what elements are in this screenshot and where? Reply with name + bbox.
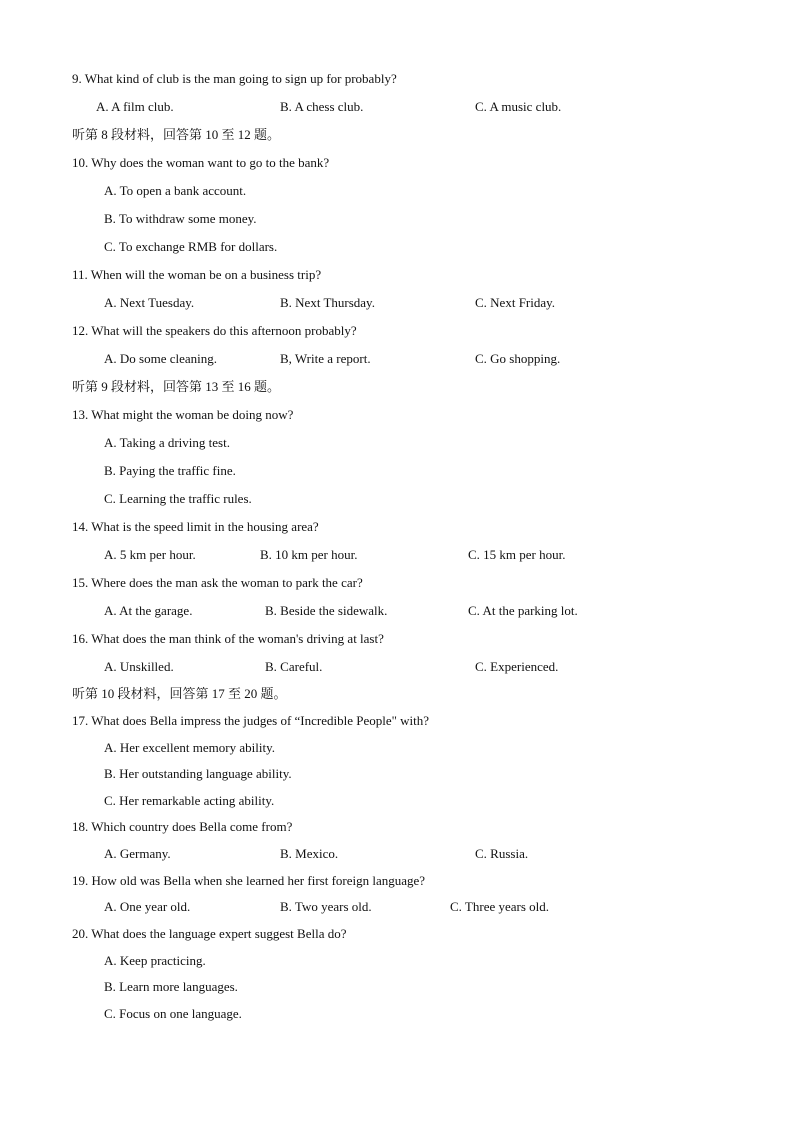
- q11-option-b: B. Next Thursday.: [280, 295, 375, 310]
- question-11: 11. When will the woman be on a business trip?: [72, 267, 322, 282]
- question-20: 20. What does the language expert suggest Bella do?: [72, 926, 347, 941]
- q10-option-a: A. To open a bank account.: [104, 183, 247, 198]
- q13-option-c: C. Learning the traffic rules.: [104, 491, 252, 506]
- q13-option-a: A. Taking a driving test.: [104, 435, 230, 450]
- q10-option-b: B. To withdraw some money.: [104, 211, 257, 226]
- q19-option-a: A. One year old.: [104, 899, 191, 914]
- q15-option-b: B. Beside the sidewalk.: [265, 603, 388, 618]
- question-15: 15. Where does the man ask the woman to park the car?: [72, 575, 363, 590]
- q20-option-c: C. Focus on one language.: [104, 1006, 242, 1021]
- q14-option-c: C. 15 km per hour.: [468, 547, 566, 562]
- q13-option-b: B. Paying the traffic fine.: [104, 463, 236, 478]
- question-16: 16. What does the man think of the woman's driving at last?: [72, 631, 384, 646]
- q12-option-b: B, Write a report.: [280, 351, 371, 366]
- question-13: 13. What might the woman be doing now?: [72, 407, 294, 422]
- q9-option-c: C. A music club.: [475, 99, 562, 114]
- q9-option-a: A. A film club.: [96, 99, 174, 114]
- q16-option-a: A. Unskilled.: [104, 659, 174, 674]
- question-18: 18. Which country does Bella come from?: [72, 819, 293, 834]
- q18-option-c: C. Russia.: [475, 846, 529, 861]
- q19-option-b: B. Two years old.: [280, 899, 372, 914]
- question-10: 10. Why does the woman want to go to the bank?: [72, 155, 330, 170]
- q12-option-a: A. Do some cleaning.: [104, 351, 218, 366]
- q18-option-a: A. Germany.: [104, 846, 171, 861]
- q20-option-a: A. Keep practicing.: [104, 953, 206, 968]
- q10-option-c: C. To exchange RMB for dollars.: [104, 239, 278, 254]
- q16-option-c: C. Experienced.: [475, 659, 559, 674]
- q17-option-c: C. Her remarkable acting ability.: [104, 793, 275, 808]
- q20-option-b: B. Learn more languages.: [104, 979, 238, 994]
- question-12: 12. What will the speakers do this afternoon probably?: [72, 323, 357, 338]
- q15-option-c: C. At the parking lot.: [468, 603, 578, 618]
- q14-option-a: A. 5 km per hour.: [104, 547, 196, 562]
- question-19: 19. How old was Bella when she learned her first foreign language?: [72, 873, 426, 888]
- question-14: 14. What is the speed limit in the housing area?: [72, 519, 319, 534]
- q17-option-b: B. Her outstanding language ability.: [104, 766, 292, 781]
- section-heading-10: 听第 10 段材料，回答第 17 至 20 题。: [72, 686, 287, 701]
- q15-option-a: A. At the garage.: [104, 603, 193, 618]
- question-17: 17. What does Bella impress the judges of “Incredible People" with?: [72, 713, 430, 728]
- section-heading-9: 听第 9 段材料，回答第 13 至 16 题。: [72, 379, 281, 394]
- q18-option-b: B. Mexico.: [280, 846, 339, 861]
- q11-option-a: A. Next Tuesday.: [104, 295, 195, 310]
- q16-option-b: B. Careful.: [265, 659, 323, 674]
- q19-option-c: C. Three years old.: [450, 899, 550, 914]
- q17-option-a: A. Her excellent memory ability.: [104, 740, 275, 755]
- q14-option-b: B. 10 km per hour.: [260, 547, 358, 562]
- q12-option-c: C. Go shopping.: [475, 351, 561, 366]
- q11-option-c: C. Next Friday.: [475, 295, 556, 310]
- question-9: 9. What kind of club is the man going to sign up for probably?: [72, 71, 397, 86]
- section-heading-8: 听第 8 段材料，回答第 10 至 12 题。: [72, 127, 281, 142]
- q9-option-b: B. A chess club.: [280, 99, 364, 114]
